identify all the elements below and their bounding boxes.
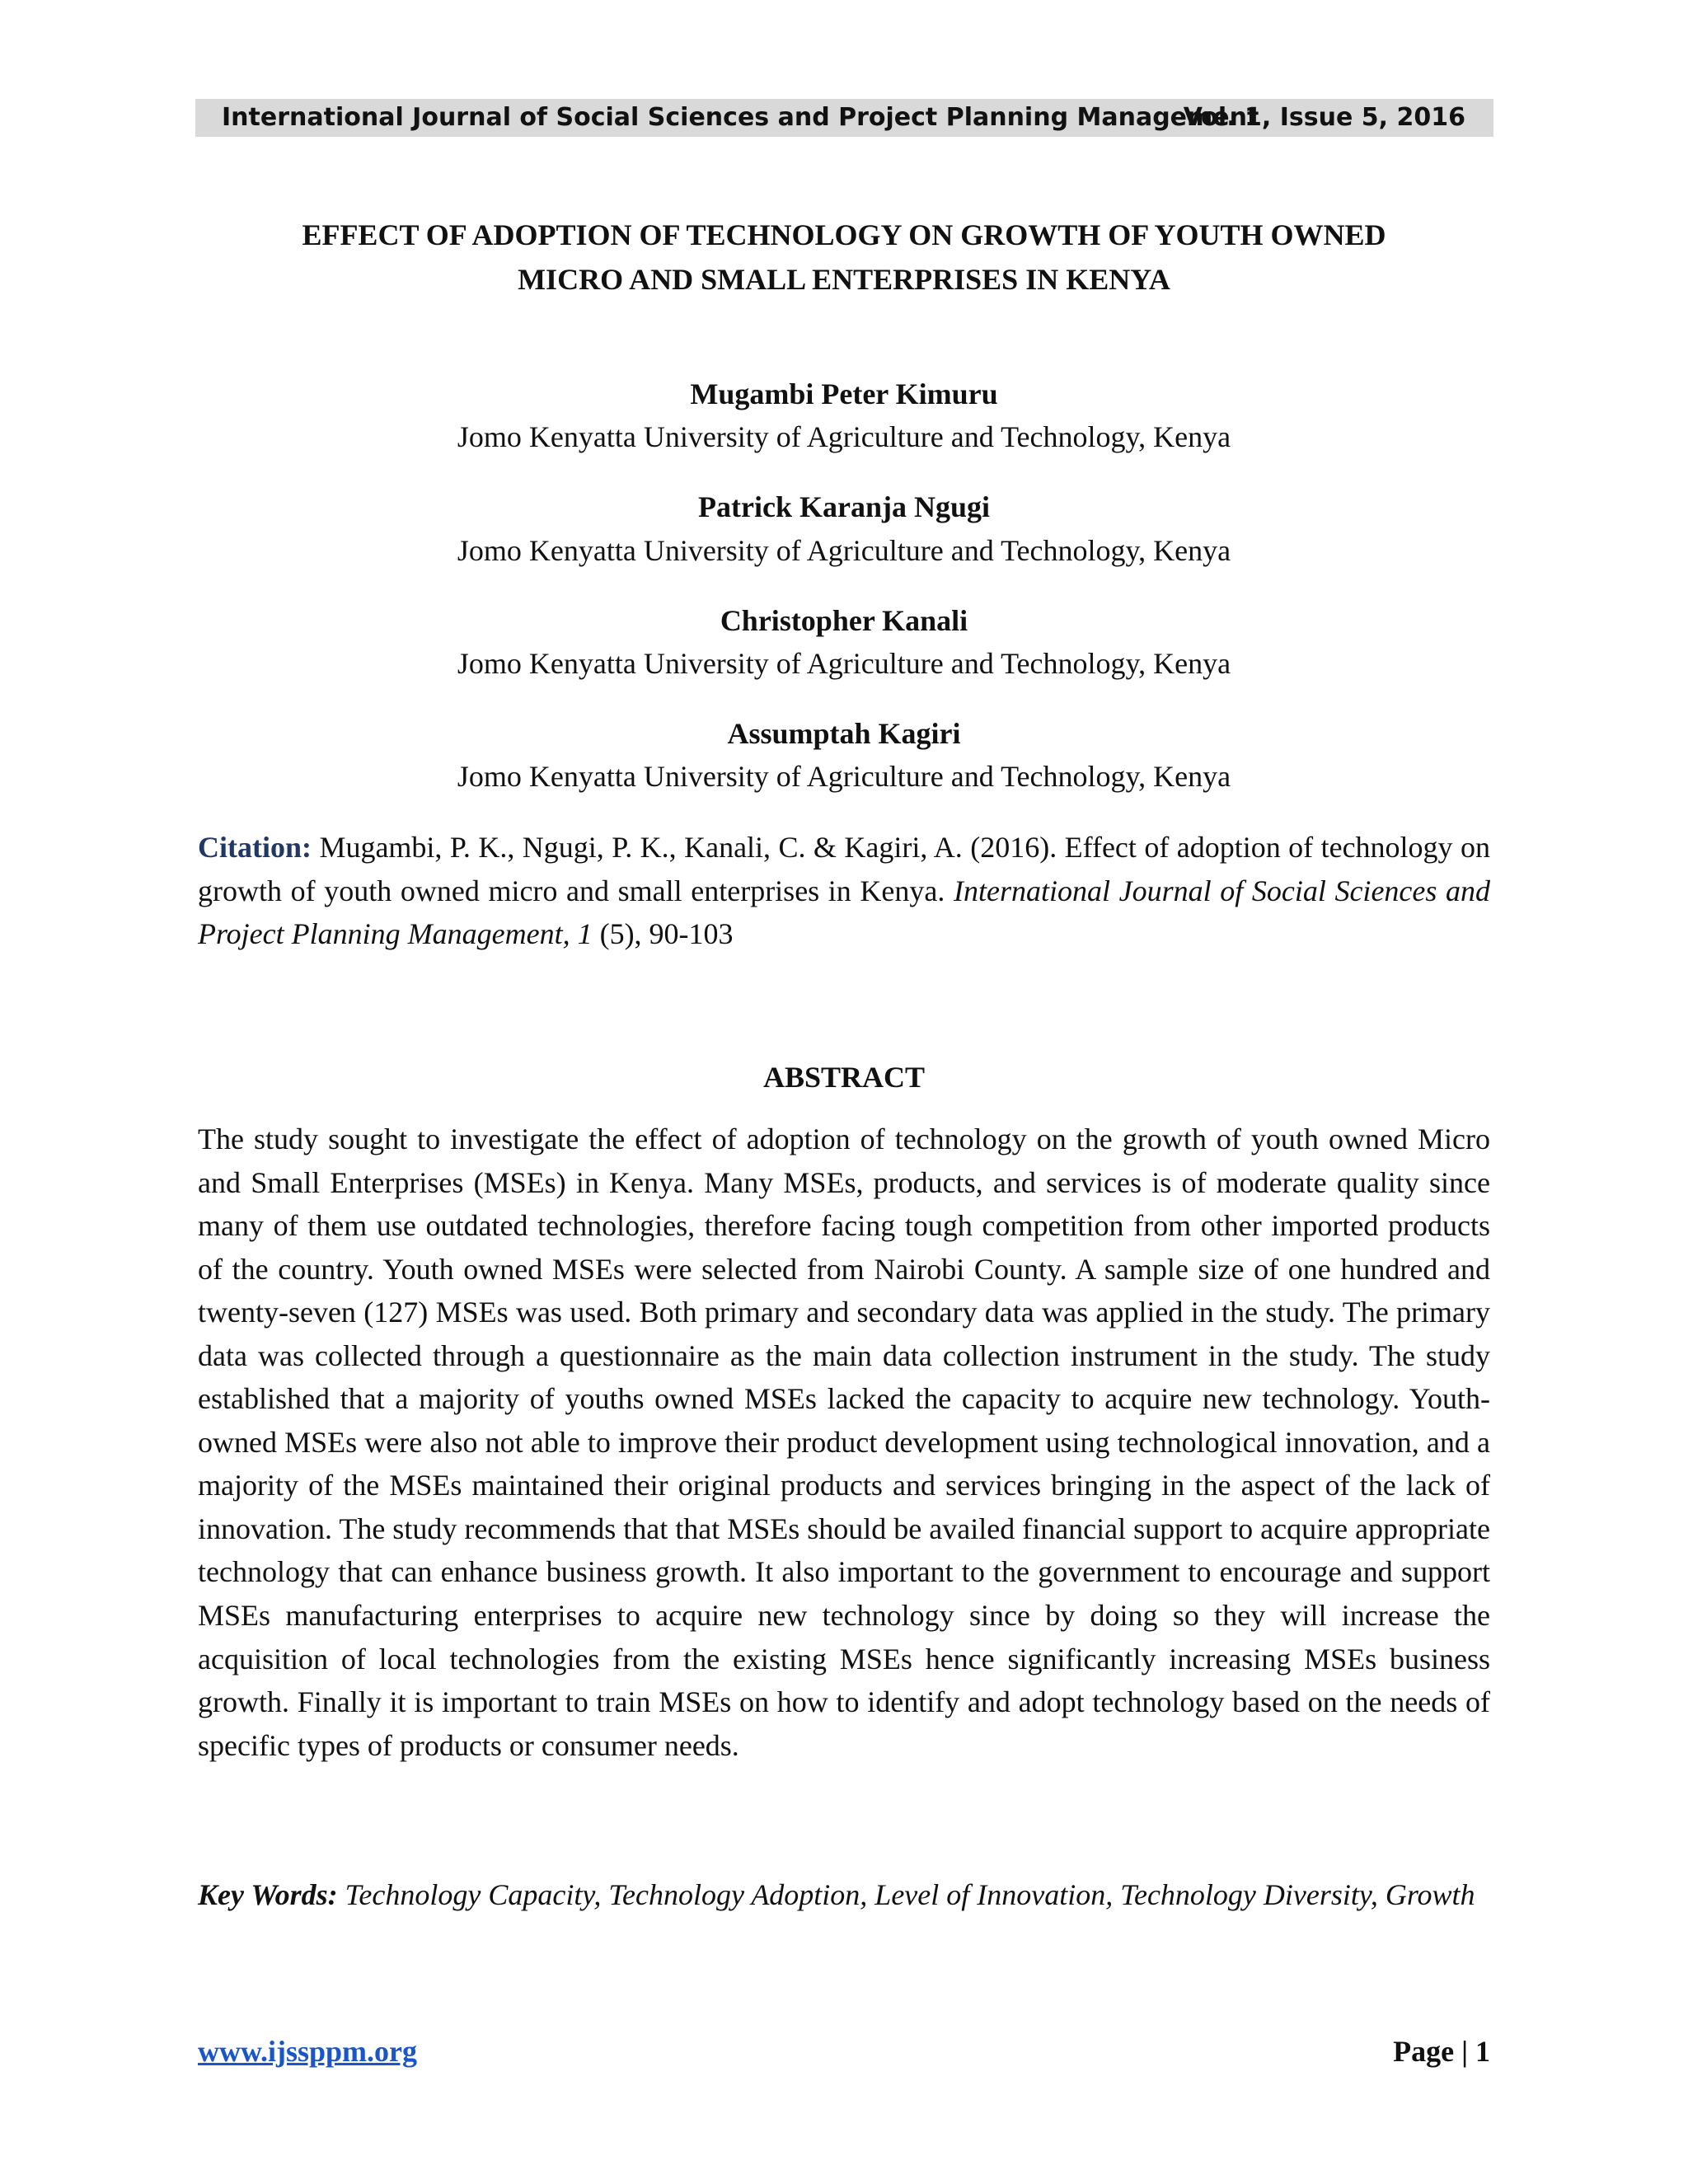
page-number: Page | 1 — [1393, 2035, 1490, 2068]
author-affiliation: Jomo Kenyatta University of Agriculture and Technology, Kenya — [457, 533, 1231, 567]
author-block — [198, 599, 1490, 685]
header-journal-name: International Journal of Social Sciences and Project Planning Management — [222, 103, 1259, 132]
abstract-heading: ABSTRACT — [762, 1061, 926, 1094]
author-name: Patrick Karanja Ngugi — [698, 490, 990, 524]
paper-title-line-2: MICRO AND SMALL ENTERPRISES IN KENYA — [518, 263, 1170, 296]
running-header — [195, 99, 1493, 137]
author-name: Assumptah Kagiri — [727, 717, 961, 751]
paper-title — [198, 213, 1490, 302]
paper-title-line-1: EFFECT OF ADOPTION OF TECHNOLOGY ON GROWTH OF YOUTH OWNED — [302, 218, 1386, 251]
keywords-text: Technology Capacity, Technology Adoption, Level of Innovation, Technology Diversity, Growth — [345, 1878, 1475, 1911]
keywords-label: Key Words: — [198, 1878, 338, 1911]
header-volume-issue: Vol. 1, Issue 5, 2016 — [1183, 103, 1465, 132]
author-block — [198, 712, 1490, 798]
author-name: Mugambi Peter Kimuru — [690, 377, 998, 410]
keywords — [198, 1873, 1490, 1917]
citation-text: Mugambi, P. K., Ngugi, P. K., Kanali, C. & Kagiri, A. (2016). Effect of adoption of technology on growth of youth owned micro and small enterprises in Kenya. — [198, 831, 1490, 907]
author-name: Christopher Kanali — [720, 603, 968, 637]
author-affiliation: Jomo Kenyatta University of Agriculture and Technology, Kenya — [457, 646, 1231, 680]
citation-journal: International Journal of Social Sciences and Project Planning Management, 1 — [198, 874, 1491, 951]
citation-issue-pages: (5), 90-103 — [599, 917, 734, 951]
author-list — [198, 373, 1490, 826]
abstract-body: The study sought to investigate the effect of adoption of technology on the growth of youth owned Micro and Small Enterprises (MSEs) in Kenya. Many MSEs, products, and services is of moderate quality since many of them use outdated technologies, therefore facing tough competition from other imported products of the country. Youth owned MSEs were selected from Nairobi County. A sample size of one hundred and twenty-seven (127) MSEs was used. Both primary and secondary data was applied in the study. The primary data was collected through a questionnaire as the main data collection instrument in the study. The study established that a majority of youths owned MSEs lacked the capacity to acquire new technology. Youth-owned MSEs were also not able to improve their product development using technological innovation, and a majority of the MSEs maintained their original products and services bringing in the aspect of the lack of innovation. The study recommends that that MSEs should be availed financial support to acquire appropriate technology that can enhance business growth. It also important to the government to encourage and support MSEs manufacturing enterprises to acquire new technology since by doing so they will increase the acquisition of local technologies from the existing MSEs hence significantly increasing MSEs business growth. Finally it is important to train MSEs on how to identify and adopt technology based on the needs of specific types of products or consumer needs. — [198, 1122, 1490, 1762]
author-affiliation: Jomo Kenyatta University of Agriculture and Technology, Kenya — [457, 420, 1231, 454]
author-affiliation: Jomo Kenyatta University of Agriculture and Technology, Kenya — [457, 760, 1231, 794]
website-link[interactable]: www.ijssppm.org — [198, 2035, 418, 2068]
citation — [198, 826, 1490, 956]
author-block — [198, 373, 1490, 458]
author-block — [198, 485, 1490, 571]
citation-label: Citation: — [198, 831, 312, 864]
